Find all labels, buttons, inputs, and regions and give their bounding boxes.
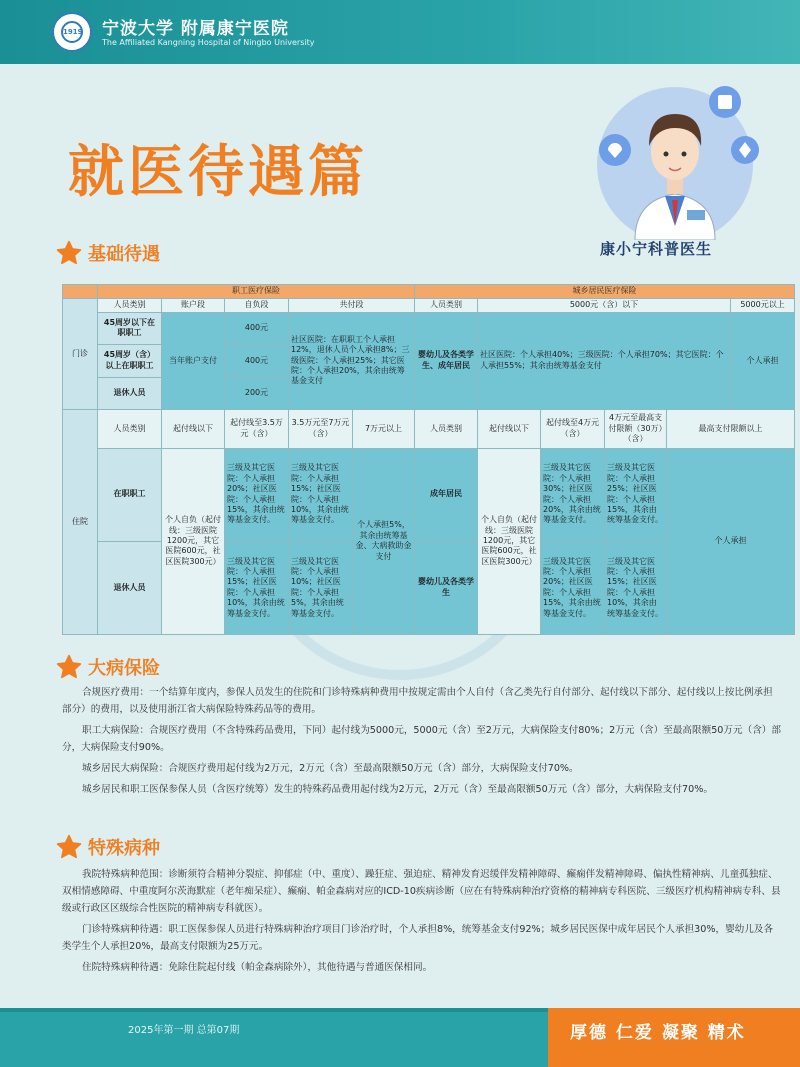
table-header-cell: 人员类别: [415, 410, 478, 449]
table-cell: 200元: [225, 377, 289, 409]
table-cell: 个人自负（起付线：三级医院1200元，其它医院600元，社区医院300元）: [478, 448, 541, 635]
footer-bar: [0, 1008, 800, 1067]
resident-insurance-header: 城乡居民医疗保险: [415, 285, 795, 299]
table-header-cell: 起付线至3.5万元（含）: [225, 410, 289, 449]
table-header-cell: 起付线以下: [478, 410, 541, 449]
table-cell: 个人承担5%，其余由统筹基金、大病救助金支付: [353, 448, 415, 635]
table-cell: 个人承担: [731, 312, 795, 409]
table-cell: 成年居民: [415, 448, 478, 541]
paragraph: 城乡居民大病保险：合规医疗费用起付线为2万元，2万元（含）至最高限额50万元（含）部分，大病保险支付70%。: [82, 763, 579, 774]
table-cell: 45周岁以下在职职工: [98, 312, 162, 344]
table-cell: 三级及其它医院：个人承担15%；社区医院：个人承担10%，其余由统筹基金支付。: [225, 541, 289, 634]
table-header-cell: 7万元以上: [353, 410, 415, 449]
doctor-illustration: [575, 80, 775, 240]
table-header-cell: 账户段: [162, 298, 225, 312]
table-cell: 三级及其它医院：个人承担25%；社区医院：个人承担15%，其余由统筹基金支付。: [605, 448, 667, 541]
table-cell: 45周岁（含）以上在职职工: [98, 345, 162, 377]
table-header-cell: 起付线至4万元（含）: [541, 410, 605, 449]
table-header-cell: 起付线以下: [162, 410, 225, 449]
table-cell: 当年账户支付: [162, 312, 225, 409]
table-cell: 三级及其它医院：个人承担20%；社区医院：个人承担15%，其余由统筹基金支付。: [225, 448, 289, 541]
major-illness-text: [62, 684, 782, 802]
section-title: 基础待遇: [88, 244, 160, 265]
table-cell: 三级及其它医院：个人承担30%；社区医院：个人承担20%，其余由统筹基金支付。: [541, 448, 605, 541]
paragraph: 门诊特殊病种待遇：职工医保参保人员进行特殊病种治疗项目门诊治疗时，个人承担8%，统筹基金支付92%；城乡居民医保中成年居民个人承担30%，婴幼儿及各类学生个人承担20%，最高支付限额为25万元。: [62, 924, 774, 952]
table-cell: 婴幼儿及各类学生: [415, 541, 478, 634]
table-cell: 个人自负（起付线：三级医院1200元，其它医院600元，社区医院300元）: [162, 448, 225, 635]
table-header-cell: 5000元以上: [731, 298, 795, 312]
hospital-name-cn: 宁波大学 附属康宁医院: [102, 19, 289, 39]
table-cell: 退休人员: [98, 541, 162, 634]
paragraph: 合规医疗费用：一个结算年度内，参保人员发生的住院和门诊特殊病种费用中按规定需由个人自付（含乙类先行自付部分、起付线以下部分、起付线以上按比例承担部分）的费用，以及使用浙江省大病保险特殊药品等的费用。: [62, 687, 773, 715]
table-header-cell: 3.5万元至7万元（含）: [289, 410, 353, 449]
section-heading-major: [56, 654, 160, 680]
table-header-cell: 人员类别: [98, 410, 162, 449]
table-header-cell: 自负段: [225, 298, 289, 312]
table-cell: 退休人员: [98, 377, 162, 409]
table-cell: 三级及其它医院：个人承担15%；社区医院：个人承担10%，其余由统筹基金支付。: [605, 541, 667, 634]
section-heading-special: [56, 834, 160, 860]
header-bar: [0, 0, 800, 64]
section-title: 大病保险: [88, 658, 160, 679]
outpatient-label: 门诊: [63, 298, 98, 409]
table-header-cell: 共付段: [289, 298, 415, 312]
hospital-motto: 厚德 仁爱 凝聚 精术: [570, 1023, 746, 1043]
logo-year: 1919: [61, 21, 83, 43]
table-header-cell: 最高支付限额以上: [667, 410, 795, 449]
section-title: 特殊病种: [88, 838, 160, 859]
table-header-cell: 人员类别: [98, 298, 162, 312]
paragraph: 城乡居民和职工医保参保人员（含医疗统筹）发生的特殊药品费用起付线为2万元，2万元（含）至最高限额50万元（含）部分，大病保险支付70%。: [82, 784, 713, 795]
paragraph: 职工大病保险：合规医疗费用（不含特殊药品费用，下同）起付线为5000元，5000元（含）至2万元，大病保险支付80%；2万元（含）至最高限额50万元（含）部分，大病保险支付90%。: [62, 725, 781, 753]
hospital-logo: [52, 12, 92, 52]
table-header-cell: 人员类别: [415, 298, 478, 312]
table-cell: 在职职工: [98, 448, 162, 541]
employee-insurance-header: 职工医疗保险: [98, 285, 415, 299]
star-icon: [56, 240, 82, 266]
table-header-cell: 5000元（含）以下: [478, 298, 731, 312]
table-cell: 三级及其它医院：个人承担20%；社区医院：个人承担15%，其余由统筹基金支付。: [541, 541, 605, 634]
section-heading-basic: [56, 240, 160, 266]
hospital-name-en: The Affiliated Kangning Hospital of Ningbo University: [102, 38, 315, 47]
paragraph: 住院特殊病种待遇：免除住院起付线（帕金森病除外），其他待遇与普通医保相同。: [82, 962, 433, 973]
paragraph: 我院特殊病种范围：诊断须符合精神分裂症、抑郁症（中、重度）、躁狂症、强迫症、精神发育迟缓伴发精神障碍、癫痫伴发精神障碍、偏执性精神病、儿童孤独症、双相情感障碍、中重度阿尔茨海默症（老年痴呆症）、癫痫、帕金森病对应的ICD-10疾病诊断（应在有特殊病种治疗资格的精神病专科医院、三级医疗机构精神病专科、县级或行政区区级综合性医院的精神病专科就医）。: [62, 869, 781, 914]
page-title: 就医待遇篇: [68, 140, 368, 205]
table-cell: 三级及其它医院：个人承担15%；社区医院：个人承担10%，其余由统筹基金支付。: [289, 448, 353, 541]
table-cell: 400元: [225, 312, 289, 344]
table-cell: 个人承担: [667, 448, 795, 635]
table-cell: 三级及其它医院：个人承担10%；社区医院：个人承担5%，其余由统筹基金支付。: [289, 541, 353, 634]
issue-number: 2025年第一期 总第07期: [128, 1025, 240, 1036]
table-cell: 400元: [225, 345, 289, 377]
table-cell: 婴幼儿及各类学生、成年居民: [415, 312, 478, 409]
star-icon: [56, 654, 82, 680]
inpatient-label: 住院: [63, 410, 98, 635]
special-disease-text: [62, 866, 782, 980]
table-cell: 社区医院：在职职工个人承担12%，退休人员个人承担8%；三级医院：个人承担25%；其它医院：个人承担20%，其余由统筹基金支付: [289, 312, 415, 409]
star-icon: [56, 834, 82, 860]
doctor-label: 康小宁科普医生: [600, 240, 713, 258]
table-header-cell: 4万元至最高支付限额（30万）（含）: [605, 410, 667, 449]
footer-stripe: [0, 1008, 548, 1012]
benefits-table: [62, 284, 795, 635]
table-cell: 社区医院：个人承担40%；三级医院：个人承担70%；其它医院：个人承担55%；其余由统筹基金支付: [478, 312, 731, 409]
